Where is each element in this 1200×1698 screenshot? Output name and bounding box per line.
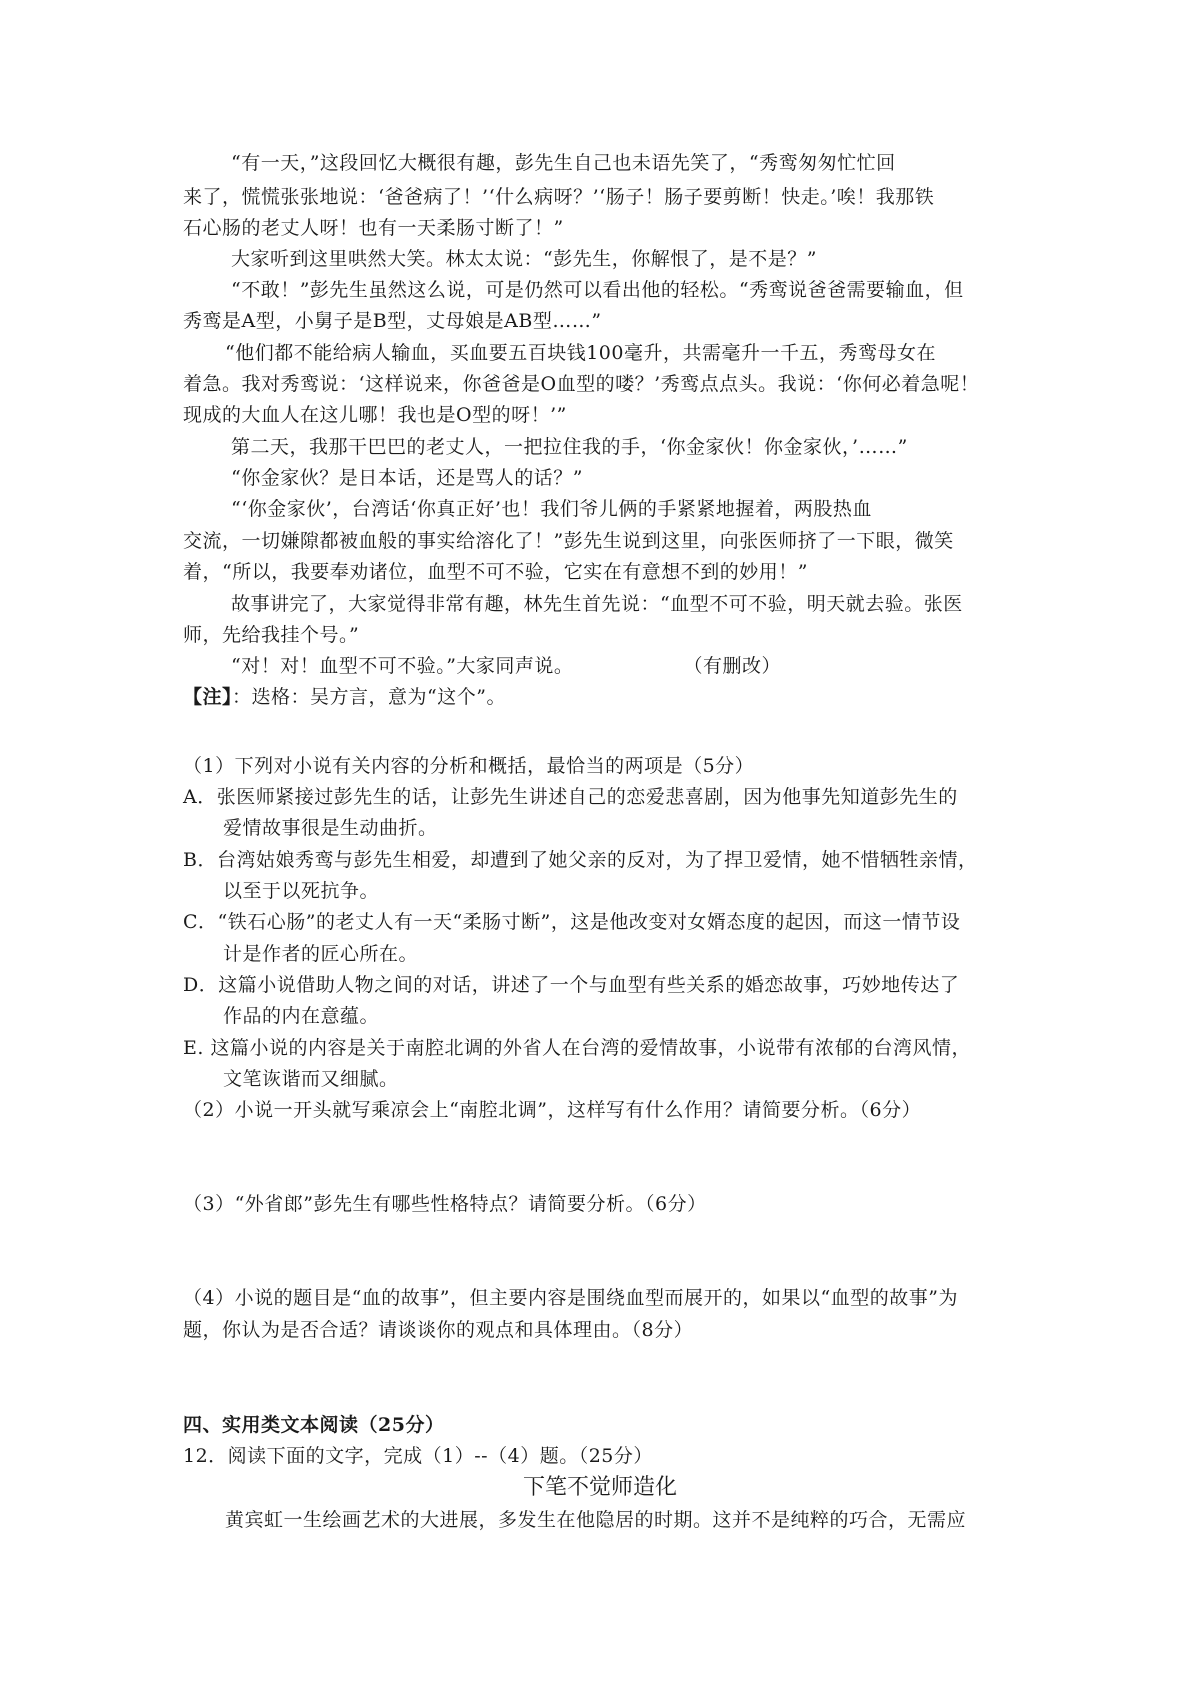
story-line: “你金家伙？是日本话，还是骂人的话？” (231, 467, 583, 489)
question-12: 12．阅读下面的文字，完成（1）--（4）题。（25分） (183, 1445, 653, 1467)
story-line: 交流，一切嫌隙都被血般的事实给溶化了！”彭先生说到这里，向张医师挤了一下眼，微笑 (183, 530, 954, 552)
option-d-cont: 作品的内在意蕴。 (223, 1005, 380, 1027)
option-b: B．台湾姑娘秀鸾与彭先生相爱，却遭到了她父亲的反对，为了捍卫爱情，她不惜牺牲亲情， (183, 849, 978, 871)
story-last-line (231, 651, 781, 681)
option-d: D．这篇小说借助人物之间的对话，讲述了一个与血型有些关系的婚恋故事，巧妙地传达了 (183, 974, 960, 996)
option-b-cont: 以至于以死抗争。 (223, 880, 380, 902)
story-line: 来了，慌慌张张地说：‘爸爸病了！’‘什么病呀？’‘肠子！肠子要剪断！快走。’唉！我那铁 (183, 186, 935, 208)
story-line: 第二天，我那干巴巴的老丈人，一把拉住我的手，‘你金家伙！你金家伙，’……” (231, 436, 908, 458)
section-heading: 四、实用类文本阅读（25分） (183, 1414, 445, 1436)
question-4-cont: 题，你认为是否合适？请谈谈你的观点和具体理由。（8分） (183, 1319, 694, 1341)
story-line: 着，“所以，我要奉劝诸位，血型不可不验，它实在有意想不到的妙用！” (183, 561, 808, 583)
option-a-cont: 爱情故事很是生动曲折。 (223, 817, 438, 839)
article-title: 下笔不觉师造化 (522, 1475, 677, 1500)
option-c: C．“铁石心肠”的老丈人有一天“柔肠寸断”，这是他改变对女婿态度的起因，而这一情节设 (183, 911, 961, 933)
option-a: A．张医师紧接过彭先生的话，让彭先生讲述自己的恋爱悲喜剧，因为他事先知道彭先生的 (183, 786, 958, 808)
story-line: “对！对！血型不可不验。”大家同声说。 (231, 655, 574, 677)
question-1: （1）下列对小说有关内容的分析和概括，最恰当的两项是（5分） (183, 755, 755, 777)
option-e-cont: 文笔诙谐而又细腻。 (223, 1068, 399, 1090)
article-first-line: 黄宾虹一生绘画艺术的大进展，多发生在他隐居的时期。这并不是纯粹的巧合，无需应 (225, 1509, 967, 1531)
story-line: 石心肠的老丈人呀！也有一天柔肠寸断了！” (183, 217, 564, 239)
option-e: E. 这篇小说的内容是关于南腔北调的外省人在台湾的爱情故事，小说带有浓郁的台湾风情， (183, 1037, 971, 1059)
footnote-text: ：迭格：吴方言，意为“这个”。 (232, 686, 506, 708)
footnote-mark: 【注】 (183, 686, 233, 708)
story-line: 秀鸾是A型，小舅子是B型，丈母娘是AB型……” (183, 310, 602, 332)
story-line: “有一天，”这段回忆大概很有趣，彭先生自己也未语先笑了，“秀鸾匆匆忙忙回 (231, 152, 896, 174)
option-c-cont: 计是作者的匠心所在。 (223, 943, 419, 965)
story-line: 师，先给我挂个号。” (183, 624, 360, 646)
story-line: 着急。我对秀鸾说：‘这样说来，你爸爸是O血型的喽？’秀鸾点点头。我说：‘你何必着急呢！ (183, 373, 980, 395)
story-line: 大家听到这里哄然大笑。林太太说：“彭先生，你解恨了，是不是？” (231, 248, 817, 270)
source-note: （有删改） (683, 655, 781, 677)
story-line: 现成的大血人在这儿哪！我也是O型的呀！’” (183, 404, 567, 426)
question-3: （3）“外省郎”彭先生有哪些性格特点？请简要分析。（6分） (183, 1193, 707, 1215)
question-4: （4）小说的题目是“血的故事”，但主要内容是围绕血型而展开的，如果以“血型的故事”为 (183, 1287, 958, 1309)
story-line: “他们都不能给病人输血，买血要五百块钱100毫升，共需毫升一千五，秀鸾母女在 (225, 342, 936, 364)
question-2: （2）小说一开头就写乘凉会上“南腔北调”，这样写有什么作用？请简要分析。（6分） (183, 1099, 922, 1121)
story-line: 故事讲完了，大家觉得非常有趣，林先生首先说：“血型不可不验，明天就去验。张医 (231, 593, 963, 615)
story-line: “‘你金家伙’，台湾话‘你真正好’也！我们爷儿俩的手紧紧地握着，两股热血 (231, 498, 872, 520)
footnote (183, 682, 506, 712)
story-line: “不敢！”彭先生虽然这么说，可是仍然可以看出他的轻松。“秀鸾说爸爸需要输血，但 (231, 279, 964, 301)
